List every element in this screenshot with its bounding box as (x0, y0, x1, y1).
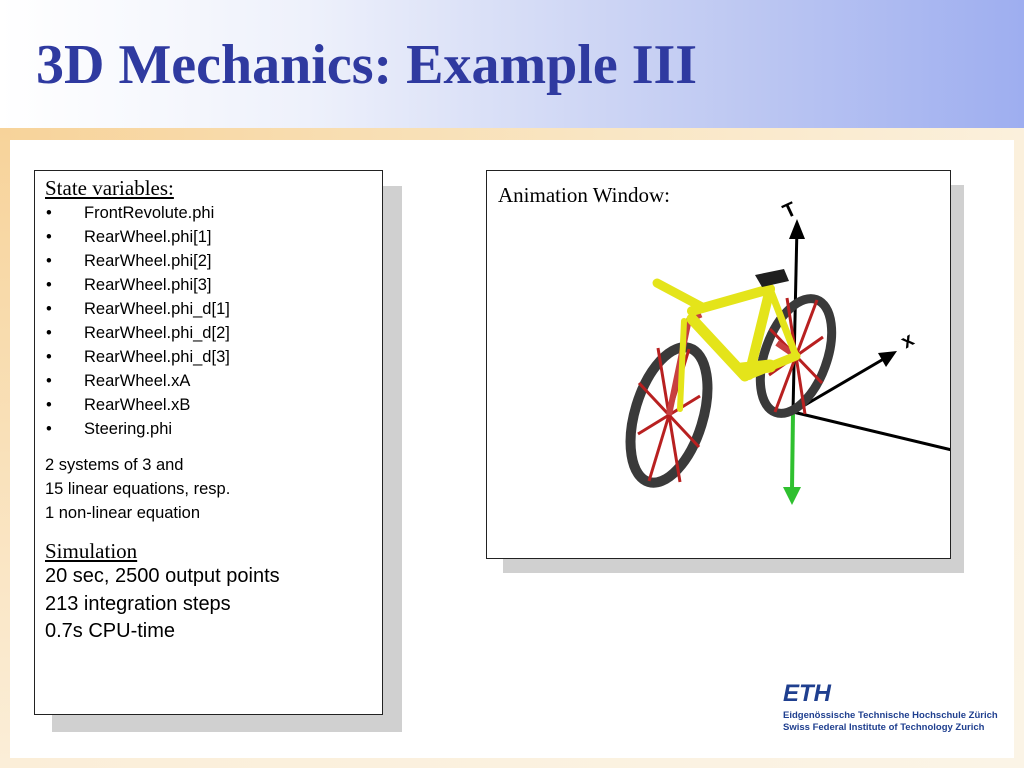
state-variable-label: FrontRevolute.phi (84, 204, 215, 222)
axis-down-arrowhead (783, 487, 801, 505)
eth-name-german: Eidgenössische Technische Hochschule Zürich (783, 710, 998, 721)
axis-vertical-label: T (779, 198, 800, 224)
state-variable-label: RearWheel.phi[2] (84, 252, 212, 270)
title-bar (0, 0, 1024, 128)
state-variable-item (45, 369, 372, 393)
bullet-icon: • (46, 324, 52, 342)
equation-systems-text (45, 453, 372, 525)
eth-wordmark-icon (780, 680, 840, 706)
bullet-icon: • (46, 228, 52, 246)
axis-x-label: x (897, 328, 918, 354)
bullet-icon: • (46, 396, 52, 414)
eth-name-english: Swiss Federal Institute of Technology Zurich (783, 722, 985, 733)
state-variables-list (45, 201, 372, 441)
eth-logo (780, 680, 998, 740)
simulation-line: 0.7s CPU-time (45, 620, 176, 642)
state-variable-label: RearWheel.phi_d[3] (84, 348, 230, 366)
handlebar (657, 283, 702, 307)
decorative-frame-bottom (0, 758, 1024, 768)
systems-line: 2 systems of 3 and (45, 456, 184, 474)
state-variables-heading: State variables: (45, 176, 174, 200)
state-variables-panel (34, 170, 383, 715)
simulation-stats (45, 563, 372, 646)
bullet-icon: • (46, 204, 52, 222)
state-variable-label: Steering.phi (84, 420, 173, 438)
axis-z (793, 412, 951, 450)
simulation-line: 20 sec, 2500 output points (45, 565, 280, 587)
state-variable-label: RearWheel.xA (84, 372, 191, 390)
decorative-frame-left (0, 128, 10, 768)
state-variable-item (45, 345, 372, 369)
state-variable-item (45, 393, 372, 417)
state-variable-label: RearWheel.phi_d[1] (84, 300, 230, 318)
fork-blade (680, 321, 684, 409)
coordinate-axes (780, 198, 951, 505)
state-variable-item (45, 297, 372, 321)
bullet-icon: • (46, 348, 52, 366)
decorative-frame-right (1014, 128, 1024, 768)
simulation-heading: Simulation (45, 539, 138, 563)
bullet-icon: • (46, 372, 52, 390)
axis-down (792, 412, 793, 489)
state-variable-item (45, 273, 372, 297)
state-variable-label: RearWheel.phi[1] (84, 228, 212, 246)
saddle (755, 269, 789, 287)
top-tube (692, 289, 770, 311)
svg-text:ETH: ETH (783, 680, 831, 706)
state-variable-item (45, 417, 372, 441)
axis-vertical (793, 226, 797, 412)
state-variable-label: RearWheel.phi[3] (84, 276, 212, 294)
state-variable-label: RearWheel.phi_d[2] (84, 324, 230, 342)
state-variable-label: RearWheel.xB (84, 396, 191, 414)
state-variable-item (45, 225, 372, 249)
state-variable-item (45, 321, 372, 345)
bullet-icon: • (46, 276, 52, 294)
animation-window (486, 170, 951, 559)
state-variable-item (45, 201, 372, 225)
slide-title: 3D Mechanics: Example III (36, 34, 698, 96)
bullet-icon: • (46, 300, 52, 318)
bullet-icon: • (46, 252, 52, 270)
animation-window-label: Animation Window: (498, 183, 671, 207)
bottom-bracket (742, 366, 770, 369)
bullet-icon: • (46, 420, 52, 438)
state-variable-item (45, 249, 372, 273)
decorative-frame-top (0, 128, 1024, 140)
systems-line: 1 non-linear equation (45, 504, 201, 522)
simulation-line: 213 integration steps (45, 592, 231, 615)
systems-line: 15 linear equations, resp. (45, 480, 231, 498)
bicycle-animation (487, 171, 951, 559)
